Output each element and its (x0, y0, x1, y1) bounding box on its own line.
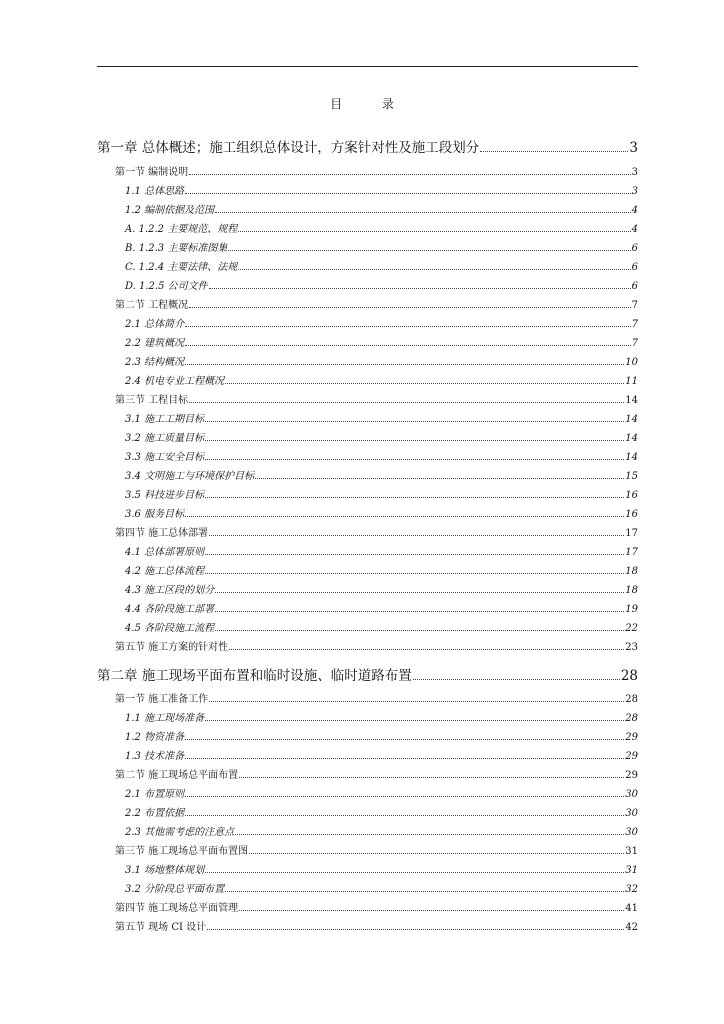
toc-leader-dots (205, 720, 624, 721)
toc-leader-dots (235, 834, 624, 835)
toc-page-number: 29 (625, 770, 638, 781)
toc-leader-dots (185, 326, 631, 327)
toc-subsection[interactable] (97, 785, 638, 800)
toc-page-number: 28 (625, 713, 638, 724)
toc-entry-label: C. 1.2.4 主要法律、法规 (125, 262, 238, 273)
toc-section[interactable] (97, 524, 638, 539)
toc-page-number: 30 (625, 789, 638, 800)
header-rule (97, 66, 638, 67)
toc-page-number: 4 (631, 205, 638, 216)
toc-subsection[interactable] (97, 861, 638, 876)
toc-page-number: 10 (625, 357, 638, 368)
toc-subsection[interactable] (97, 804, 638, 819)
toc-entry-label: 3.4 文明施工与环境保护目标 (125, 471, 255, 482)
toc-subsection[interactable] (97, 823, 638, 838)
toc-leader-dots (205, 459, 624, 460)
toc-section[interactable] (97, 163, 638, 178)
toc-leader-dots (249, 853, 624, 854)
toc-entry-label: 4.1 总体部署原则 (125, 547, 205, 558)
toc-page-number: 18 (625, 585, 638, 596)
toc-entry-label: 第一章 总体概述；施工组织总体设计，方案针对性及施工段划分 (97, 140, 480, 156)
toc-entry-label: 1.1 总体思路 (125, 186, 185, 197)
toc-entry-label: 3.3 施工安全目标 (125, 452, 205, 463)
toc-leader-dots (185, 516, 624, 517)
toc-entry-label: 3.2 施工质量目标 (125, 433, 205, 444)
toc-entry-label: 第二章 施工现场平面布置和临时设施、临时道路布置 (97, 668, 412, 684)
toc-page-number: 17 (625, 528, 638, 539)
toc-leader-dots (238, 231, 630, 232)
toc-chapter[interactable] (97, 664, 638, 684)
toc-entry-label: 第四节 施工现场总平面管理 (115, 903, 239, 914)
toc-page-number: 6 (631, 243, 638, 254)
toc-entry-label: 2.3 其他需考虑的注意点 (125, 827, 235, 838)
toc-section[interactable] (97, 899, 638, 914)
toc-leader-dots (185, 739, 624, 740)
toc-page-number: 28 (625, 694, 638, 705)
toc-subsection[interactable] (97, 239, 638, 254)
toc-leader-dots (239, 777, 624, 778)
toc-leader-dots (185, 815, 624, 816)
toc-subsection[interactable] (97, 258, 638, 273)
toc-leader-dots (185, 796, 624, 797)
toc-subsection[interactable] (97, 600, 638, 615)
toc-leader-dots (209, 288, 631, 289)
toc-page-number: 29 (625, 751, 638, 762)
toc-entry-label: 3.2 分阶段总平面布置 (125, 884, 225, 895)
toc-leader-dots (205, 421, 624, 422)
toc-leader-dots (205, 554, 624, 555)
toc-page-number: 17 (625, 547, 638, 558)
toc-leader-dots (189, 402, 624, 403)
toc-subsection[interactable] (97, 334, 638, 349)
toc-page-number: 19 (625, 604, 638, 615)
toc-subsection[interactable] (97, 277, 638, 292)
toc-entry-label: 2.4 机电专业工程概况 (125, 376, 225, 387)
toc-page-number: 32 (625, 884, 638, 895)
toc-leader-dots (229, 649, 624, 650)
toc-entry-label: 2.3 结构概况 (125, 357, 185, 368)
toc-title: 目 录 (330, 97, 412, 111)
toc-page-number: 42 (625, 922, 638, 933)
toc-leader-dots (215, 630, 624, 631)
toc-page-number: 6 (631, 281, 638, 292)
toc-leader-dots (225, 383, 624, 384)
toc-page-number: 3 (629, 140, 638, 156)
toc-section[interactable] (97, 690, 638, 705)
toc-entry-label: 第一节 施工准备工作 (115, 694, 209, 705)
toc-leader-dots (413, 679, 620, 680)
toc-page-number: 14 (625, 433, 638, 444)
toc-page-number: 11 (625, 376, 638, 387)
toc-page-number: 16 (625, 509, 638, 520)
toc-entry-label: 4.3 施工区段的划分 (125, 585, 215, 596)
toc-entry-label: 4.2 施工总体流程 (125, 566, 205, 577)
toc-page-number: 31 (625, 846, 638, 857)
toc-entry-label: 3.5 科技进步目标 (125, 490, 205, 501)
toc-page-number: 16 (625, 490, 638, 501)
toc-subsection[interactable] (97, 709, 638, 724)
toc-subsection[interactable] (97, 581, 638, 596)
toc-leader-dots (480, 151, 628, 152)
toc-entry-label: 1.2 编制依据及范围 (125, 205, 215, 216)
toc-leader-dots (238, 269, 630, 270)
toc-page-number: 3 (631, 186, 638, 197)
toc-entry-label: 3.1 场地整体规划 (125, 865, 205, 876)
toc-entry-label: 3.1 施工工期目标 (125, 414, 205, 425)
toc-page-number: 7 (631, 319, 638, 330)
toc-page-number: 6 (631, 262, 638, 273)
toc-subsection[interactable] (97, 182, 638, 197)
toc-subsection[interactable] (97, 562, 638, 577)
toc-subsection[interactable] (97, 619, 638, 634)
toc-entry-label: 1.2 物资准备 (125, 732, 185, 743)
toc-page-number: 29 (625, 732, 638, 743)
toc-leader-dots (255, 478, 624, 479)
toc-leader-dots (209, 701, 624, 702)
toc-subsection[interactable] (97, 467, 638, 482)
toc-subsection[interactable] (97, 220, 638, 235)
toc-subsection[interactable] (97, 448, 638, 463)
toc-subsection[interactable] (97, 372, 638, 387)
toc-page-number: 18 (625, 566, 638, 577)
toc-subsection[interactable] (97, 410, 638, 425)
toc-entry-label: 第三节 施工现场总平面布置图 (115, 846, 249, 857)
toc-entry-label: 1.1 施工现场准备 (125, 713, 205, 724)
toc-section[interactable] (97, 296, 638, 311)
toc-page-number: 4 (631, 224, 638, 235)
toc-entry-label: D. 1.2.5 公司文件 (125, 281, 208, 292)
toc-leader-dots (225, 891, 624, 892)
toc-entry-label: 3.6 服务目标 (125, 509, 185, 520)
toc-chapter[interactable] (97, 136, 638, 156)
toc-leader-dots (239, 910, 624, 911)
toc-entry-label: 第五节 施工方案的针对性 (115, 642, 229, 653)
toc-subsection[interactable] (97, 486, 638, 501)
toc-section[interactable] (97, 638, 638, 653)
toc-leader-dots (185, 345, 631, 346)
toc-entry-label: 2.1 布置原则 (125, 789, 185, 800)
toc-page-number: 14 (625, 452, 638, 463)
toc-page-number: 30 (625, 827, 638, 838)
toc-leader-dots (207, 929, 624, 930)
toc-entry-label: 第二节 工程概况 (115, 300, 189, 311)
toc-page-number: 28 (620, 668, 638, 684)
toc-leader-dots (189, 174, 630, 175)
toc-entry-label: 4.5 各阶段施工流程 (125, 623, 215, 634)
toc-entry-label: 第五节 现场 CI 设计 (115, 922, 207, 933)
toc-page-number: 15 (625, 471, 638, 482)
toc-entry-label: 2.1 总体简介 (125, 319, 185, 330)
toc-leader-dots (228, 250, 630, 251)
toc-leader-dots (205, 440, 624, 441)
toc-subsection[interactable] (97, 353, 638, 368)
toc-entry-label: A. 1.2.2 主要规范、规程 (125, 224, 238, 235)
toc-section[interactable] (97, 842, 638, 857)
toc-leader-dots (189, 307, 630, 308)
toc-leader-dots (215, 212, 631, 213)
toc-page-number: 3 (631, 167, 638, 178)
toc-entry-label: B. 1.2.3 主要标准图集 (125, 243, 228, 254)
toc-entry-label: 2.2 建筑概况 (125, 338, 185, 349)
toc-page-number: 31 (625, 865, 638, 876)
toc-entry-label: 1.3 技术准备 (125, 751, 185, 762)
toc-page-number: 14 (625, 395, 638, 406)
toc-subsection[interactable] (97, 543, 638, 558)
toc-leader-dots (185, 758, 624, 759)
toc-section[interactable] (97, 391, 638, 406)
toc-subsection[interactable] (97, 728, 638, 743)
toc-leader-dots (215, 592, 624, 593)
toc-leader-dots (185, 364, 624, 365)
toc-entry-label: 2.2 布置依据 (125, 808, 185, 819)
toc-subsection[interactable] (97, 880, 638, 895)
toc-page-number: 7 (631, 338, 638, 349)
toc-subsection[interactable] (97, 201, 638, 216)
toc-subsection[interactable] (97, 747, 638, 762)
toc-leader-dots (209, 535, 624, 536)
toc-leader-dots (205, 573, 624, 574)
toc-leader-dots (205, 497, 624, 498)
toc-page-number: 14 (625, 414, 638, 425)
toc-subsection[interactable] (97, 429, 638, 444)
toc-subsection[interactable] (97, 505, 638, 520)
toc-leader-dots (215, 611, 624, 612)
toc-entry-label: 第一节 编制说明 (115, 167, 189, 178)
toc-entry-label: 第三节 工程目标 (115, 395, 189, 406)
toc-leader-dots (185, 193, 631, 194)
toc-page-number: 7 (631, 300, 638, 311)
toc-page-number: 41 (625, 903, 638, 914)
toc-section[interactable] (97, 766, 638, 781)
toc-page-number: 22 (625, 623, 638, 634)
toc-section[interactable] (97, 918, 638, 933)
toc-entry-label: 第四节 施工总体部署 (115, 528, 209, 539)
toc-leader-dots (205, 872, 624, 873)
toc-subsection[interactable] (97, 315, 638, 330)
toc-page-number: 30 (625, 808, 638, 819)
toc-entry-label: 第二节 施工现场总平面布置 (115, 770, 239, 781)
toc-entry-label: 4.4 各阶段施工部署 (125, 604, 215, 615)
toc-page-number: 23 (625, 642, 638, 653)
